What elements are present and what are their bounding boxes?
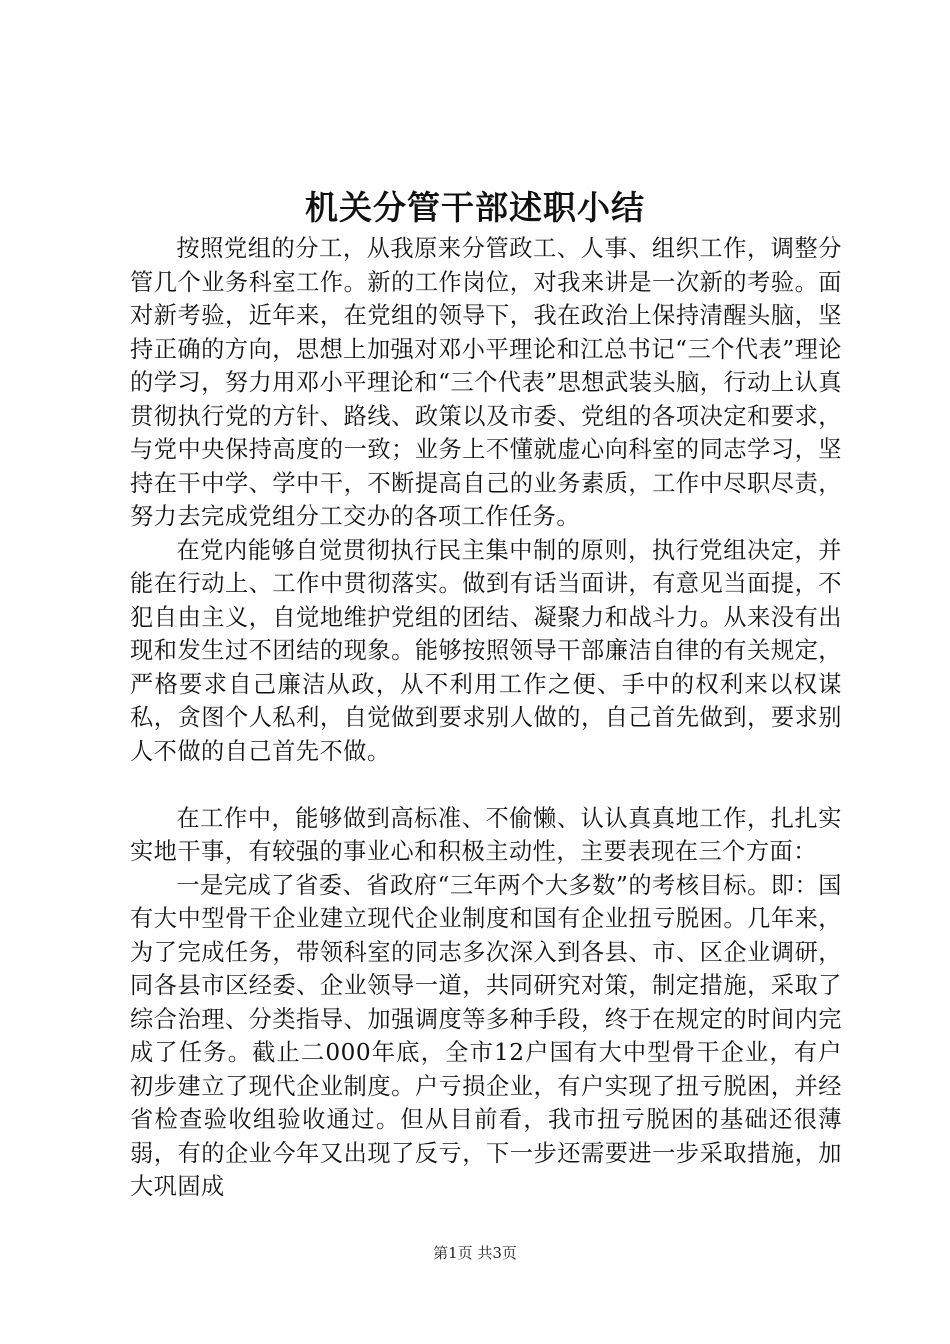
page-footer: 第1页 共3页	[433, 1244, 517, 1262]
paragraph-2: 在党内能够自觉贯彻执行民主集中制的原则，执行党组决定，并能在行动上、工作中贯彻落实。做到有话当面讲，有意见当面提，不犯自由主义，自觉地维护党组的团结、凝聚力和战斗力。从来没有出现和发生过不团结的现象。能够按照领导干部廉洁自律的有关规定，严格要求自己廉洁从政，从不利用工作之便、手中的权利来以权谋私，贪图个人私利，自觉做到要求别人做的，自己首先做到，要求别人不做的自己首先不做。	[130, 536, 842, 765]
paragraph-1: 按照党组的分工，从我原来分管政工、人事、组织工作，调整分管几个业务科室工作。新的工作岗位，对我来讲是一次新的考验。面对新考验，近年来，在党组的领导下，我在政治上保持清醒头脑，坚持正确的方向，思想上加强对邓小平理论和江总书记“三个代表”理论的学习，努力用邓小平理论和“三个代表”思想武装头脑，行动上认真贯彻执行党的方针、路线、政策以及市委、党组的各项决定和要求，与党中央保持高度的一致；业务上不懂就虚心向科室的同志学习，坚持在干中学、学中干，不断提高自己的业务素质，工作中尽职尽责，努力去完成党组分工交办的各项工作任务。	[130, 235, 842, 530]
paragraph-4: 一是完成了省委、省政府“三年两个大多数”的考核目标。即：国有大中型骨干企业建立现代企业制度和国有企业扭亏脱困。几年来，为了完成任务，带领科室的同志多次深入到各县、市、区企业调研，同各县市区经委、企业领导一道，共同研究对策，制定措施，采取了综合治理、分类指导、加强调度等多种手段，终于在规定的时间内完成了任务。截止二000年底，全市12户国有大中型骨干企业，有户初步建立了现代企业制度。户亏损企业，有户实现了扭亏脱困，并经省检查验收组验收通过。但从目前看，我市扭亏脱困的基础还很薄弱，有的企业今年又出现了反亏，下一步还需要进一步采取措施，加大巩固成	[130, 871, 842, 1200]
page-title: 机关分管干部述职小结	[305, 188, 645, 227]
paragraph-3: 在工作中，能够做到高标准、不偷懒、认认真真地工作，扎扎实实地干事，有较强的事业心和积极主动性，主要表现在三个方面：	[130, 804, 842, 865]
document-body	[130, 232, 842, 1204]
